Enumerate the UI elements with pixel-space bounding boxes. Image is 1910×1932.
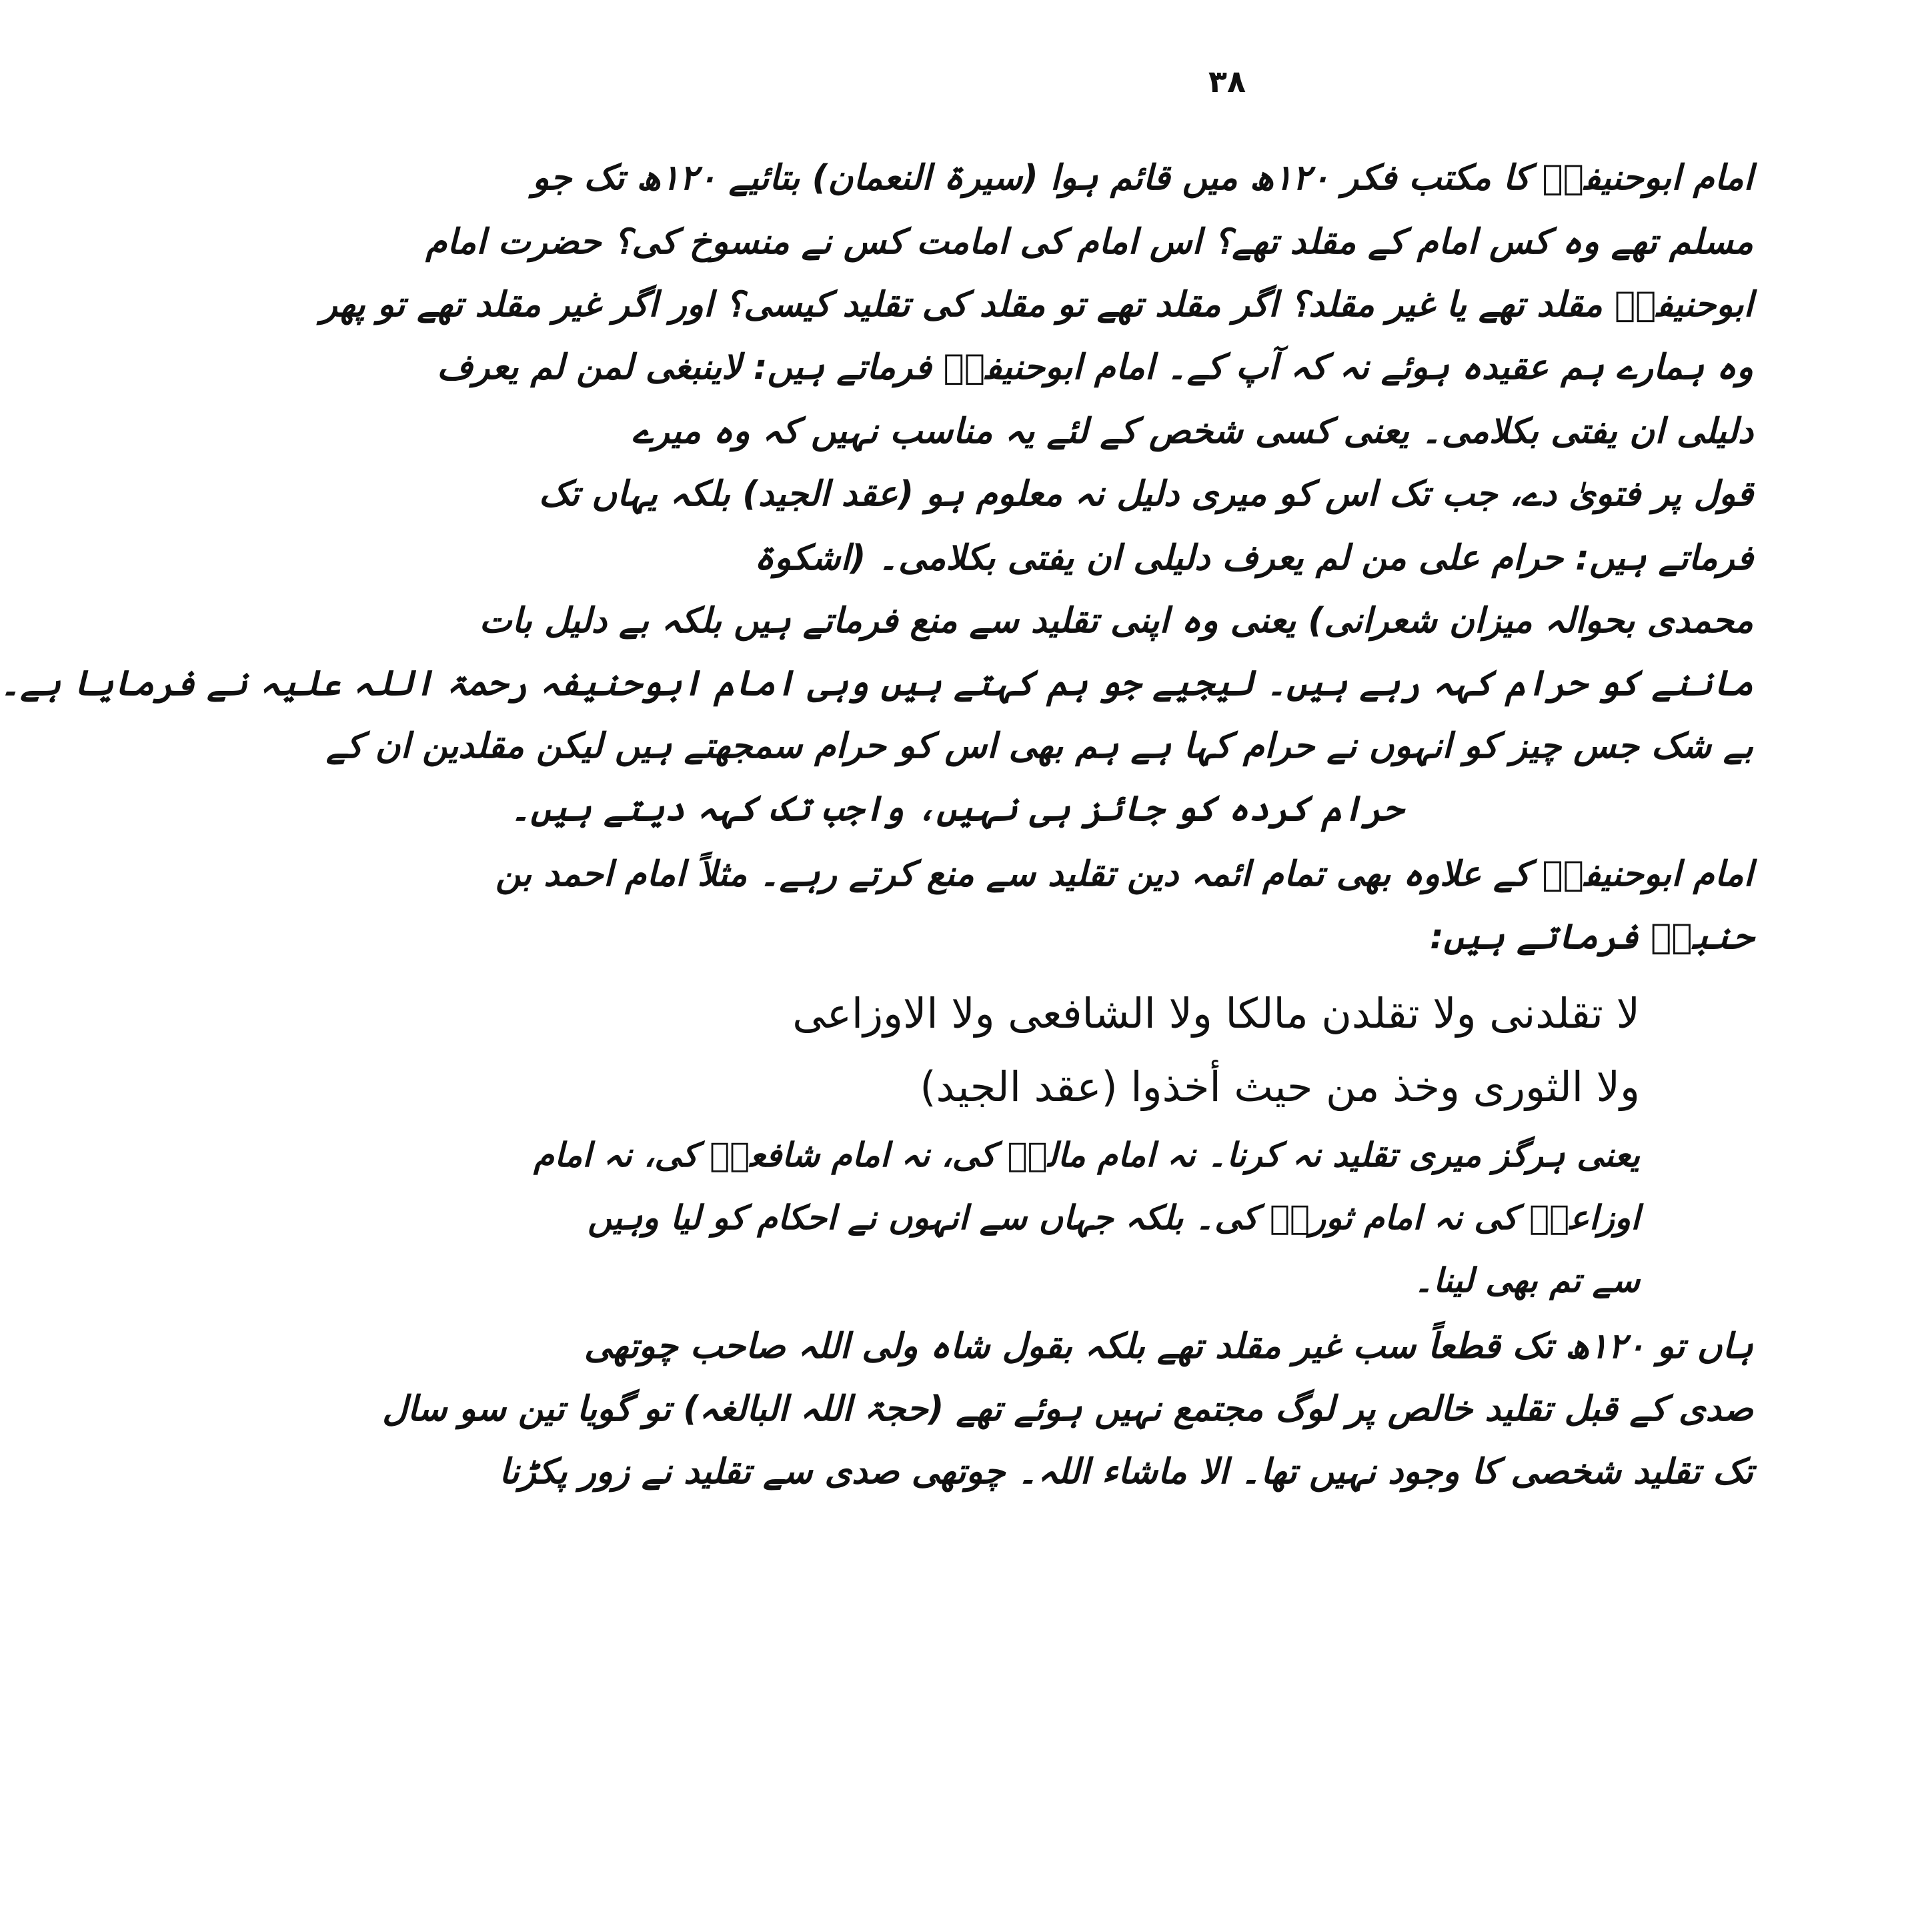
quote-line-1: لا تقلدنی ولا تقلدن مالکا ولا الشافعی ولا الاوزاعی [792, 989, 1640, 1038]
body-line-14: ہاں تو ۱۲۰ھ تک قطعاً سب غیر مقلد تھے بلکہ بقول شاہ ولی اللہ صاحب چوتھی [584, 1326, 1753, 1366]
body-line-3: ابوحنیفہؒ مقلد تھے یا غیر مقلد؟ اگر مقلد تھے تو مقلد کی تقلید کیسی؟ اور اگر غیر مقلد تھے تو پھر [320, 285, 1753, 325]
body-line-1: امام ابوحنیفہؒ کا مکتب فکر ۱۲۰ھ میں قائم ہوا (سیرۃ النعمان) بتائیے ۱۲۰ھ تک جو [532, 158, 1753, 198]
page-number: ۳۸ [1208, 63, 1246, 99]
body-line-12: امام ابوحنیفہؒ کے علاوہ بھی تمام ائمہ دین تقلید سے منع کرتے رہے۔ مثلاً امام احمد بن [496, 854, 1753, 894]
body-line-16: تک تقلید شخصی کا وجود نہیں تھا۔ الا ماشاء اللہ۔ چوتھی صدی سے تقلید نے زور پکڑنا [499, 1452, 1753, 1492]
translation-line-1: یعنی ہرگز میری تقلید نہ کرنا۔ نہ امام مالکؒ کی، نہ امام شافعیؒ کی، نہ امام [534, 1136, 1640, 1174]
body-line-10: بے شک جس چیز کو انہوں نے حرام کہا ہے ہم بھی اس کو حرام سمجھتے ہیں لیکن مقلدین ان کے [326, 726, 1753, 766]
quote-line-2: ولا الثوری وخذ من حیث أخذوا (عقد الجید) [920, 1062, 1640, 1111]
body-line-11: حرام کردہ کو جائز ہی نہیں، واجب تک کہہ دیتے ہیں۔ [510, 789, 1403, 829]
body-line-6: قول پر فتویٰ دے، جب تک اس کو میری دلیل نہ معلوم ہو (عقد الجید) بلکہ یہاں تک [538, 474, 1753, 514]
body-line-5: دلیلی ان یفتی بکلامی۔ یعنی کسی شخص کے لئے یہ مناسب نہیں کہ وہ میرے [632, 411, 1753, 451]
body-line-4: وہ ہمارے ہم عقیدہ ہوئے نہ کہ آپ کے۔ امام ابوحنیفہؒ فرماتے ہیں: لاینبغی لمن لم یعرف [437, 347, 1753, 387]
body-line-13: حنبلؒ فرماتے ہیں: [1429, 917, 1753, 957]
body-line-15: صدی کے قبل تقلید خالص پر لوگ مجتمع نہیں ہوئے تھے (حجۃ اللہ البالغہ) تو گویا تین سو سال [382, 1389, 1753, 1429]
body-line-9: ماننے کو حرام کہہ رہے ہیں۔ لیجیے جو ہم کہتے ہیں وہی امام ابوحنیفہ رحمۃ اللہ علیہ نے فرمایا ہے۔ [0, 664, 1753, 704]
translation-line-2: اوزاعیؒ کی نہ امام ثوریؒ کی۔ بلکہ جہاں سے انہوں نے احکام کو لیا وہیں [588, 1198, 1640, 1237]
body-line-7: فرماتے ہیں: حرام علی من لم یعرف دلیلی ان یفتی بکلامی۔ (اشکوۃ [754, 538, 1753, 578]
translation-line-3: سے تم بھی لینا۔ [1413, 1261, 1640, 1300]
body-line-2: مسلم تھے وہ کس امام کے مقلد تھے؟ اس امام کی امامت کس نے منسوخ کی؟ حضرت امام [425, 222, 1753, 262]
body-line-8: محمدی بحوالہ میزان شعرانی) یعنی وہ اپنی تقلید سے منع فرماتے ہیں بلکہ بے دلیل بات [479, 601, 1753, 641]
